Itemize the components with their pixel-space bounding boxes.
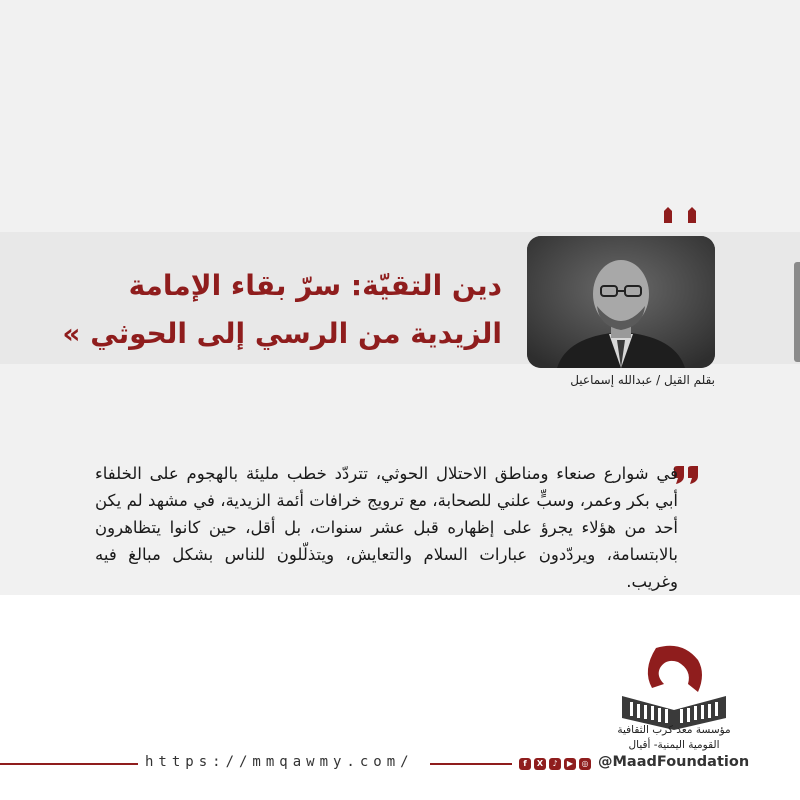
logo-text-line-2: القومية اليمنية- أقيال bbox=[628, 739, 720, 751]
title-line-1: دين التقيّة: سرّ بقاء الإمامة bbox=[128, 269, 502, 302]
author-byline: بقلم القيل / عبدالله إسماعيل bbox=[570, 373, 715, 387]
article-body: في شوارع صنعاء ومناطق الاحتلال الحوثي، تتردّد خطب مليئة بالهجوم على الخلفاء أبي بكر وعمر، وسبٍّ علني للصحابة، مع ترويج خرافات أئمة الزيدية، في مشهد لم يكن أحد من هؤلاء يجرؤ على إظهاره قبل عشر سنوات، بل أقل، حين كانوا يتظاهرون بالابتسامة، ويردّدون عبارات السلام والتعايش، ويتذلّلون للناس بشكل مبالغ فيه وغريب. bbox=[95, 464, 678, 591]
x-icon[interactable]: X bbox=[534, 758, 546, 770]
title-line-2: الزيدية من الرسي إلى الحوثي » bbox=[62, 317, 502, 350]
youtube-icon[interactable]: ▶ bbox=[564, 758, 576, 770]
facebook-icon[interactable]: f bbox=[519, 758, 531, 770]
portrait-image bbox=[527, 236, 715, 368]
footer-divider-left bbox=[0, 763, 138, 765]
social-handle[interactable]: @MaadFoundation bbox=[598, 754, 750, 770]
website-link[interactable]: https://mmqawmy.com/ bbox=[145, 754, 414, 770]
social-icons bbox=[519, 755, 591, 773]
quote-marks-icon bbox=[662, 207, 706, 225]
instagram-icon[interactable]: ◎ bbox=[579, 758, 591, 770]
footer-divider-right bbox=[430, 763, 512, 765]
author-photo bbox=[527, 236, 715, 368]
side-accent bbox=[794, 262, 800, 362]
logo-text-line-1: مؤسسة معد كرب الثقافية bbox=[617, 724, 731, 736]
tiktok-icon[interactable]: ♪ bbox=[549, 758, 561, 770]
article-title bbox=[40, 262, 502, 358]
